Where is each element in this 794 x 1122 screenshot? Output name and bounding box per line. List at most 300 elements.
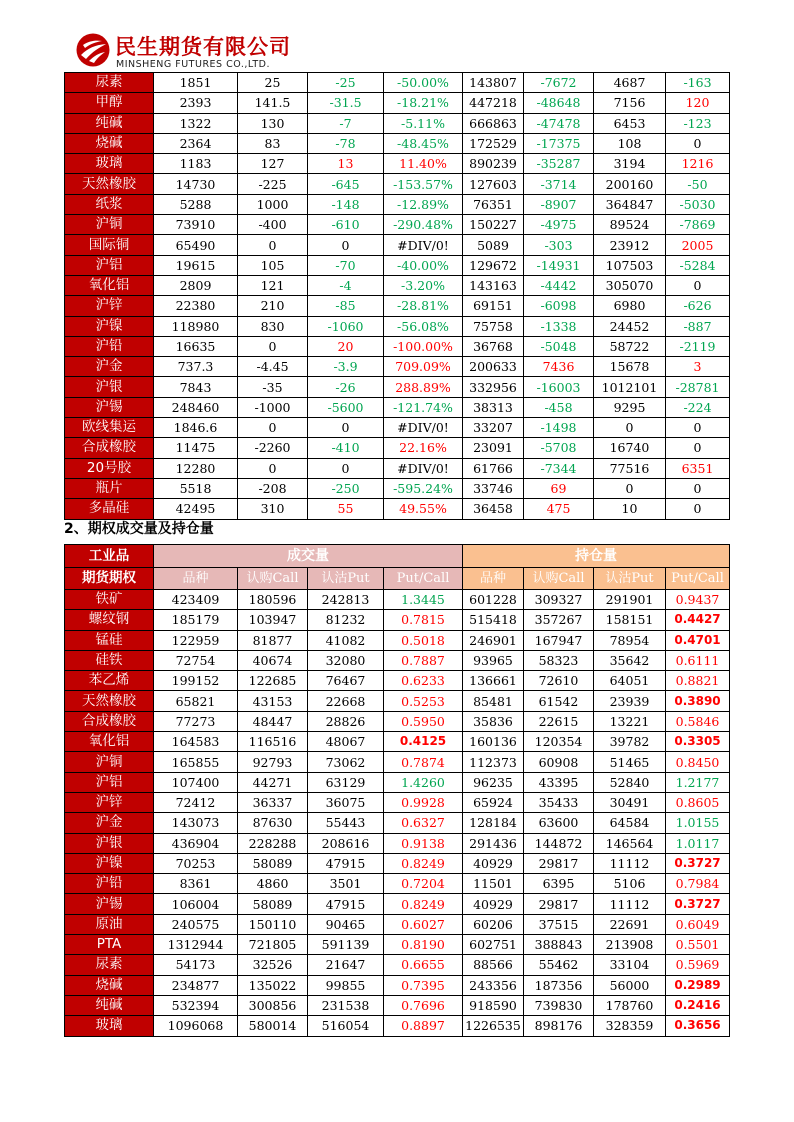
- table-cell: 0.4427: [666, 610, 730, 630]
- table-cell: 58089: [238, 853, 308, 873]
- variety-name: 螺纹钢: [65, 610, 154, 630]
- table-cell: 58722: [594, 336, 666, 356]
- table-cell: 2364: [154, 133, 238, 153]
- table-cell: 7156: [594, 93, 666, 113]
- table-cell: 42495: [154, 499, 238, 519]
- options-header-row-1: [65, 545, 730, 568]
- table-cell: 107400: [154, 772, 238, 792]
- table-cell: 0.5846: [666, 711, 730, 731]
- table-cell: 0: [666, 275, 730, 295]
- table-cell: -48.45%: [384, 133, 463, 153]
- options-row: [65, 792, 730, 812]
- futures-row: [65, 235, 730, 255]
- table-cell: -400: [238, 215, 308, 235]
- options-row: [65, 955, 730, 975]
- variety-name: 沪铝: [65, 772, 154, 792]
- table-cell: 65924: [463, 792, 524, 812]
- table-cell: 246901: [463, 630, 524, 650]
- table-cell: 0: [666, 418, 730, 438]
- table-cell: -225: [238, 174, 308, 194]
- table-cell: -3714: [524, 174, 594, 194]
- table-cell: -8907: [524, 194, 594, 214]
- company-logo: [75, 30, 305, 72]
- table-cell: -1338: [524, 316, 594, 336]
- table-cell: 11501: [463, 874, 524, 894]
- futures-row: [65, 478, 730, 498]
- table-cell: 0: [238, 458, 308, 478]
- table-cell: 0.7815: [384, 610, 463, 630]
- table-cell: 1183: [154, 154, 238, 174]
- header-volume-group: 成交量: [154, 545, 463, 568]
- table-cell: 58323: [524, 650, 594, 670]
- table-cell: 13: [308, 154, 384, 174]
- variety-name: 沪锌: [65, 296, 154, 316]
- table-cell: 16635: [154, 336, 238, 356]
- table-cell: 12280: [154, 458, 238, 478]
- table-cell: 25: [238, 73, 308, 93]
- variety-name: 尿素: [65, 955, 154, 975]
- table-cell: -290.48%: [384, 215, 463, 235]
- table-cell: 61766: [463, 458, 524, 478]
- table-cell: -3.20%: [384, 275, 463, 295]
- variety-name: 甲醇: [65, 93, 154, 113]
- table-cell: 127603: [463, 174, 524, 194]
- table-cell: -48648: [524, 93, 594, 113]
- table-cell: 30491: [594, 792, 666, 812]
- table-cell: 83: [238, 133, 308, 153]
- variety-name: 沪金: [65, 813, 154, 833]
- table-cell: 185179: [154, 610, 238, 630]
- table-cell: 0: [238, 336, 308, 356]
- table-cell: 423409: [154, 590, 238, 610]
- variety-name: 纯碱: [65, 113, 154, 133]
- options-row: [65, 610, 730, 630]
- table-cell: 0.7696: [384, 995, 463, 1015]
- table-cell: 0.7874: [384, 752, 463, 772]
- table-cell: 143163: [463, 275, 524, 295]
- table-cell: 93965: [463, 650, 524, 670]
- options-row: [65, 732, 730, 752]
- table-cell: 63129: [308, 772, 384, 792]
- table-cell: 23939: [594, 691, 666, 711]
- variety-name: 合成橡胶: [65, 711, 154, 731]
- table-cell: -224: [666, 397, 730, 417]
- table-cell: 0.7395: [384, 975, 463, 995]
- table-cell: 739830: [524, 995, 594, 1015]
- table-cell: 0: [666, 499, 730, 519]
- variety-name: 铁矿: [65, 590, 154, 610]
- table-cell: -5284: [666, 255, 730, 275]
- table-cell: 4687: [594, 73, 666, 93]
- table-cell: 14730: [154, 174, 238, 194]
- table-cell: 0.5969: [666, 955, 730, 975]
- table-cell: -28781: [666, 377, 730, 397]
- table-cell: 150110: [238, 914, 308, 934]
- header-open-interest-group: 持仓量: [463, 545, 730, 568]
- options-table-body: [65, 590, 730, 1037]
- table-cell: 128184: [463, 813, 524, 833]
- table-cell: 65821: [154, 691, 238, 711]
- options-row: [65, 874, 730, 894]
- table-cell: 1.4260: [384, 772, 463, 792]
- table-cell: -50.00%: [384, 73, 463, 93]
- table-cell: 72754: [154, 650, 238, 670]
- table-cell: 38313: [463, 397, 524, 417]
- futures-table-body: [65, 73, 730, 520]
- table-cell: 0.5253: [384, 691, 463, 711]
- table-cell: 737.3: [154, 357, 238, 377]
- table-cell: 69: [524, 478, 594, 498]
- table-cell: 41082: [308, 630, 384, 650]
- table-cell: 0.8605: [666, 792, 730, 812]
- table-cell: -70: [308, 255, 384, 275]
- futures-row: [65, 458, 730, 478]
- variety-name: 纯碱: [65, 995, 154, 1015]
- table-cell: -4975: [524, 215, 594, 235]
- table-cell: 122959: [154, 630, 238, 650]
- table-cell: #DIV/0!: [384, 458, 463, 478]
- table-cell: 6351: [666, 458, 730, 478]
- company-name-en: MINSHENG FUTURES CO.,LTD.: [116, 59, 270, 70]
- variety-name: 玻璃: [65, 154, 154, 174]
- table-cell: #DIV/0!: [384, 418, 463, 438]
- variety-name: 沪锡: [65, 894, 154, 914]
- table-cell: -26: [308, 377, 384, 397]
- table-cell: 55: [308, 499, 384, 519]
- table-cell: 13221: [594, 711, 666, 731]
- variety-name: 20号胶: [65, 458, 154, 478]
- table-cell: 178760: [594, 995, 666, 1015]
- table-cell: 0: [238, 235, 308, 255]
- table-cell: -887: [666, 316, 730, 336]
- variety-name: 沪银: [65, 377, 154, 397]
- table-cell: 7843: [154, 377, 238, 397]
- table-cell: 23091: [463, 438, 524, 458]
- table-cell: 112373: [463, 752, 524, 772]
- table-cell: 0.8249: [384, 853, 463, 873]
- table-cell: 52840: [594, 772, 666, 792]
- header-vol-put: 认沽Put: [308, 568, 384, 590]
- futures-row: [65, 377, 730, 397]
- table-cell: 0.5950: [384, 711, 463, 731]
- table-cell: 0.3727: [666, 853, 730, 873]
- table-cell: -85: [308, 296, 384, 316]
- table-cell: 1226535: [463, 1016, 524, 1036]
- header-vol-put-call: Put/Call: [384, 568, 463, 590]
- table-cell: 36337: [238, 792, 308, 812]
- table-cell: 48447: [238, 711, 308, 731]
- table-cell: 107503: [594, 255, 666, 275]
- table-cell: -3.9: [308, 357, 384, 377]
- table-cell: 0.8190: [384, 935, 463, 955]
- table-cell: 28826: [308, 711, 384, 731]
- header-vol-variety: 品种: [154, 568, 238, 590]
- table-cell: 8361: [154, 874, 238, 894]
- table-cell: 532394: [154, 995, 238, 1015]
- table-cell: 0.7204: [384, 874, 463, 894]
- table-cell: 0: [666, 478, 730, 498]
- table-cell: 0.5501: [666, 935, 730, 955]
- futures-row: [65, 255, 730, 275]
- table-cell: 0.6027: [384, 914, 463, 934]
- variety-name: 多晶硅: [65, 499, 154, 519]
- table-cell: -4.45: [238, 357, 308, 377]
- table-cell: 144872: [524, 833, 594, 853]
- table-cell: 11112: [594, 853, 666, 873]
- variety-name: 沪铝: [65, 255, 154, 275]
- table-cell: -121.74%: [384, 397, 463, 417]
- table-cell: -2119: [666, 336, 730, 356]
- table-cell: 0: [238, 418, 308, 438]
- table-cell: 2393: [154, 93, 238, 113]
- table-cell: 35836: [463, 711, 524, 731]
- table-cell: 167947: [524, 630, 594, 650]
- options-row: [65, 630, 730, 650]
- options-row: [65, 650, 730, 670]
- table-cell: -123: [666, 113, 730, 133]
- variety-name: 沪铅: [65, 336, 154, 356]
- table-cell: 0: [308, 235, 384, 255]
- table-cell: -1000: [238, 397, 308, 417]
- table-cell: 0.7984: [666, 874, 730, 894]
- table-cell: 24452: [594, 316, 666, 336]
- table-cell: 108: [594, 133, 666, 153]
- table-cell: 234877: [154, 975, 238, 995]
- table-cell: 1.0155: [666, 813, 730, 833]
- table-cell: 666863: [463, 113, 524, 133]
- futures-row: [65, 113, 730, 133]
- table-cell: 332956: [463, 377, 524, 397]
- table-cell: -28.81%: [384, 296, 463, 316]
- table-cell: 55443: [308, 813, 384, 833]
- table-cell: -25: [308, 73, 384, 93]
- table-cell: 0.4125: [384, 732, 463, 752]
- variety-name: 烧碱: [65, 133, 154, 153]
- variety-name: 沪镍: [65, 853, 154, 873]
- table-cell: 830: [238, 316, 308, 336]
- minsheng-logo-icon: [75, 32, 111, 68]
- table-cell: 90465: [308, 914, 384, 934]
- table-cell: 165855: [154, 752, 238, 772]
- table-cell: -50: [666, 174, 730, 194]
- table-cell: 78954: [594, 630, 666, 650]
- table-cell: 709.09%: [384, 357, 463, 377]
- table-cell: -458: [524, 397, 594, 417]
- table-cell: 116516: [238, 732, 308, 752]
- table-cell: -35287: [524, 154, 594, 174]
- table-cell: 475: [524, 499, 594, 519]
- table-cell: 37515: [524, 914, 594, 934]
- table-cell: 357267: [524, 610, 594, 630]
- table-cell: 11.40%: [384, 154, 463, 174]
- table-cell: 43153: [238, 691, 308, 711]
- table-cell: -12.89%: [384, 194, 463, 214]
- table-cell: 158151: [594, 610, 666, 630]
- variety-name: 硅铁: [65, 650, 154, 670]
- options-row: [65, 671, 730, 691]
- table-cell: 77273: [154, 711, 238, 731]
- variety-name: 天然橡胶: [65, 174, 154, 194]
- table-cell: -14931: [524, 255, 594, 275]
- table-cell: 0.7887: [384, 650, 463, 670]
- table-cell: 6453: [594, 113, 666, 133]
- table-cell: 48067: [308, 732, 384, 752]
- table-cell: 1096068: [154, 1016, 238, 1036]
- table-cell: 1312944: [154, 935, 238, 955]
- table-cell: 73062: [308, 752, 384, 772]
- table-cell: 121: [238, 275, 308, 295]
- table-cell: 1322: [154, 113, 238, 133]
- table-cell: -1498: [524, 418, 594, 438]
- futures-row: [65, 438, 730, 458]
- table-cell: 248460: [154, 397, 238, 417]
- table-cell: 0.9437: [666, 590, 730, 610]
- table-cell: 120: [666, 93, 730, 113]
- variety-name: PTA: [65, 935, 154, 955]
- header-oi-put-call: Put/Call: [666, 568, 730, 590]
- table-cell: 0: [308, 458, 384, 478]
- table-cell: -35: [238, 377, 308, 397]
- table-cell: 33207: [463, 418, 524, 438]
- table-cell: 1846.6: [154, 418, 238, 438]
- table-cell: 1000: [238, 194, 308, 214]
- table-cell: 135022: [238, 975, 308, 995]
- table-cell: -7869: [666, 215, 730, 235]
- table-cell: 0.3305: [666, 732, 730, 752]
- table-cell: 99855: [308, 975, 384, 995]
- header-oi-call: 认购Call: [524, 568, 594, 590]
- table-cell: 35642: [594, 650, 666, 670]
- table-cell: 55462: [524, 955, 594, 975]
- header-oi-variety: 品种: [463, 568, 524, 590]
- table-cell: 40929: [463, 894, 524, 914]
- futures-row: [65, 296, 730, 316]
- table-cell: 9295: [594, 397, 666, 417]
- futures-table: [64, 72, 730, 520]
- table-cell: 72610: [524, 671, 594, 691]
- table-cell: 61542: [524, 691, 594, 711]
- futures-row: [65, 275, 730, 295]
- table-cell: 136661: [463, 671, 524, 691]
- variety-name: 瓶片: [65, 478, 154, 498]
- variety-name: 纸浆: [65, 194, 154, 214]
- futures-row: [65, 73, 730, 93]
- table-cell: 47915: [308, 894, 384, 914]
- table-cell: -7344: [524, 458, 594, 478]
- table-cell: 3501: [308, 874, 384, 894]
- futures-row: [65, 133, 730, 153]
- options-row: [65, 772, 730, 792]
- table-cell: 88566: [463, 955, 524, 975]
- table-cell: -208: [238, 478, 308, 498]
- table-cell: 103947: [238, 610, 308, 630]
- table-cell: 243356: [463, 975, 524, 995]
- options-row: [65, 813, 730, 833]
- table-cell: 5518: [154, 478, 238, 498]
- table-cell: -78: [308, 133, 384, 153]
- table-cell: 76351: [463, 194, 524, 214]
- table-cell: 130: [238, 113, 308, 133]
- table-cell: -100.00%: [384, 336, 463, 356]
- table-cell: 0.3727: [666, 894, 730, 914]
- table-cell: 35433: [524, 792, 594, 812]
- variety-name: 沪铜: [65, 752, 154, 772]
- table-cell: 6395: [524, 874, 594, 894]
- table-cell: -4: [308, 275, 384, 295]
- table-cell: 39782: [594, 732, 666, 752]
- table-cell: 160136: [463, 732, 524, 752]
- table-cell: 447218: [463, 93, 524, 113]
- table-cell: 1851: [154, 73, 238, 93]
- table-cell: 72412: [154, 792, 238, 812]
- table-cell: 180596: [238, 590, 308, 610]
- variety-name: 沪锌: [65, 792, 154, 812]
- options-header-row-2: [65, 568, 730, 590]
- table-cell: 92793: [238, 752, 308, 772]
- table-cell: 602751: [463, 935, 524, 955]
- table-cell: 0.6049: [666, 914, 730, 934]
- table-cell: 129672: [463, 255, 524, 275]
- table-cell: 328359: [594, 1016, 666, 1036]
- table-cell: 81232: [308, 610, 384, 630]
- table-cell: 436904: [154, 833, 238, 853]
- table-cell: 213908: [594, 935, 666, 955]
- table-cell: 0: [594, 478, 666, 498]
- variety-name: 玻璃: [65, 1016, 154, 1036]
- table-cell: 305070: [594, 275, 666, 295]
- table-cell: 58089: [238, 894, 308, 914]
- table-cell: 0.4701: [666, 630, 730, 650]
- futures-row: [65, 499, 730, 519]
- table-cell: 150227: [463, 215, 524, 235]
- table-cell: 210: [238, 296, 308, 316]
- table-cell: 60206: [463, 914, 524, 934]
- futures-row: [65, 215, 730, 235]
- table-cell: 1.3445: [384, 590, 463, 610]
- table-cell: 291436: [463, 833, 524, 853]
- table-cell: 43395: [524, 772, 594, 792]
- table-cell: 1012101: [594, 377, 666, 397]
- table-cell: 15678: [594, 357, 666, 377]
- variety-name: 沪镍: [65, 316, 154, 336]
- table-cell: -5708: [524, 438, 594, 458]
- variety-name: 锰硅: [65, 630, 154, 650]
- variety-name: 氧化铝: [65, 732, 154, 752]
- table-cell: -1060: [308, 316, 384, 336]
- table-cell: -148: [308, 194, 384, 214]
- table-cell: 2005: [666, 235, 730, 255]
- table-cell: -5048: [524, 336, 594, 356]
- table-cell: 0.8450: [666, 752, 730, 772]
- table-cell: -645: [308, 174, 384, 194]
- table-cell: -5030: [666, 194, 730, 214]
- table-cell: 516054: [308, 1016, 384, 1036]
- table-cell: 73910: [154, 215, 238, 235]
- table-cell: 580014: [238, 1016, 308, 1036]
- table-cell: 146564: [594, 833, 666, 853]
- table-cell: 208616: [308, 833, 384, 853]
- table-cell: 1216: [666, 154, 730, 174]
- table-cell: 388843: [524, 935, 594, 955]
- table-cell: 33746: [463, 478, 524, 498]
- futures-row: [65, 93, 730, 113]
- table-cell: 200633: [463, 357, 524, 377]
- variety-name: 原油: [65, 914, 154, 934]
- table-cell: 164583: [154, 732, 238, 752]
- table-cell: 85481: [463, 691, 524, 711]
- header-futures-options: 期货期权: [65, 568, 154, 590]
- futures-row: [65, 316, 730, 336]
